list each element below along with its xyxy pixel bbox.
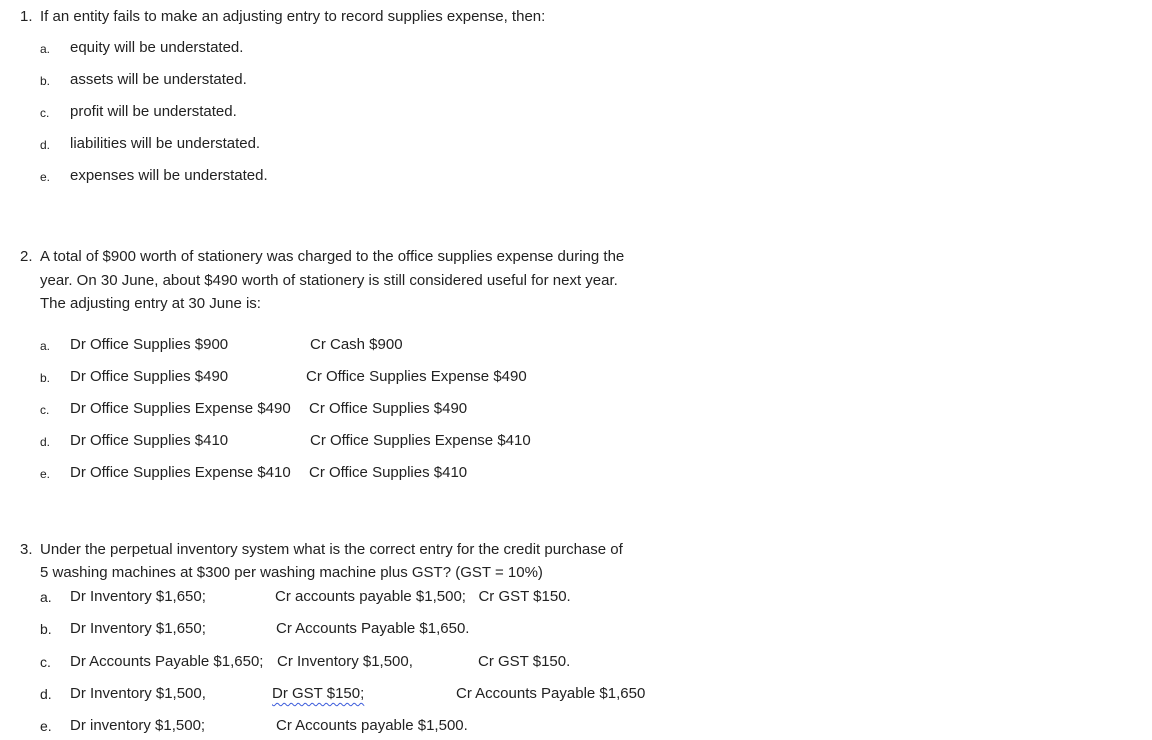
question-number: 1.	[20, 8, 33, 25]
option-text: equity will be understated.	[70, 39, 244, 56]
option-entry-1: Dr Inventory $1,650;	[70, 588, 206, 605]
question-number: 2.	[20, 248, 33, 265]
question-text-line: year. On 30 June, about $490 worth of stationery is still considered useful for next year.	[40, 272, 618, 289]
option-entry-3: Cr Accounts Payable $1,650	[456, 685, 646, 702]
option-label: e.	[40, 718, 52, 734]
option-label: a.	[40, 339, 51, 353]
option-label: a.	[40, 589, 52, 605]
option-label: c.	[40, 654, 51, 670]
option-entry-3: Cr GST $150.	[478, 653, 571, 670]
option-credit: Cr Office Supplies Expense $410	[310, 432, 531, 449]
option-debit: Dr Office Supplies Expense $410	[70, 464, 291, 481]
option-text: assets will be understated.	[70, 71, 247, 88]
question-text-line: Under the perpetual inventory system what is the correct entry for the credit purchase of	[40, 541, 623, 558]
option-text: profit will be understated.	[70, 103, 237, 120]
option-label: a.	[40, 42, 51, 56]
option-entry-1: Dr Inventory $1,500,	[70, 685, 206, 702]
option-text: expenses will be understated.	[70, 167, 268, 184]
option-entry-2: Cr Accounts Payable $1,650.	[276, 620, 470, 637]
option-debit: Dr Office Supplies $900	[70, 336, 229, 353]
question-text-line: 5 washing machines at $300 per washing machine plus GST? (GST = 10%)	[40, 564, 543, 581]
option-label: b.	[40, 371, 51, 385]
option-label: e.	[40, 170, 51, 184]
question-text-line: The adjusting entry at 30 June is:	[40, 295, 261, 312]
option-entry-2-spellcheck: Dr GST $150;	[272, 685, 365, 702]
option-entry-2: Cr accounts payable $1,500; Cr GST $150.	[275, 588, 571, 605]
option-entry-2: Cr Accounts payable $1,500.	[276, 717, 468, 734]
option-credit: Cr Office Supplies $410	[309, 464, 468, 481]
option-credit: Cr Cash $900	[310, 336, 403, 353]
option-label: b.	[40, 74, 51, 88]
option-label: d.	[40, 686, 52, 702]
option-label: d.	[40, 138, 51, 152]
option-label: d.	[40, 435, 51, 449]
option-debit: Dr Office Supplies Expense $490	[70, 400, 291, 417]
question-number: 3.	[20, 541, 33, 558]
option-entry-2: Cr Inventory $1,500,	[277, 653, 413, 670]
option-label: c.	[40, 106, 50, 120]
option-entry-1: Dr Inventory $1,650;	[70, 620, 206, 637]
question-text: If an entity fails to make an adjusting entry to record supplies expense, then:	[40, 8, 546, 25]
question-text-line: A total of $900 worth of stationery was charged to the office supplies expense during the	[40, 248, 625, 265]
option-entry-1: Dr inventory $1,500;	[70, 717, 206, 734]
option-debit: Dr Office Supplies $490	[70, 368, 229, 385]
option-debit: Dr Office Supplies $410	[70, 432, 229, 449]
option-label: e.	[40, 467, 51, 481]
option-credit: Cr Office Supplies $490	[309, 400, 468, 417]
option-entry-1: Dr Accounts Payable $1,650;	[70, 653, 264, 670]
option-credit: Cr Office Supplies Expense $490	[306, 368, 527, 385]
option-text: liabilities will be understated.	[70, 135, 261, 152]
option-label: b.	[40, 621, 52, 637]
option-label: c.	[40, 403, 50, 417]
